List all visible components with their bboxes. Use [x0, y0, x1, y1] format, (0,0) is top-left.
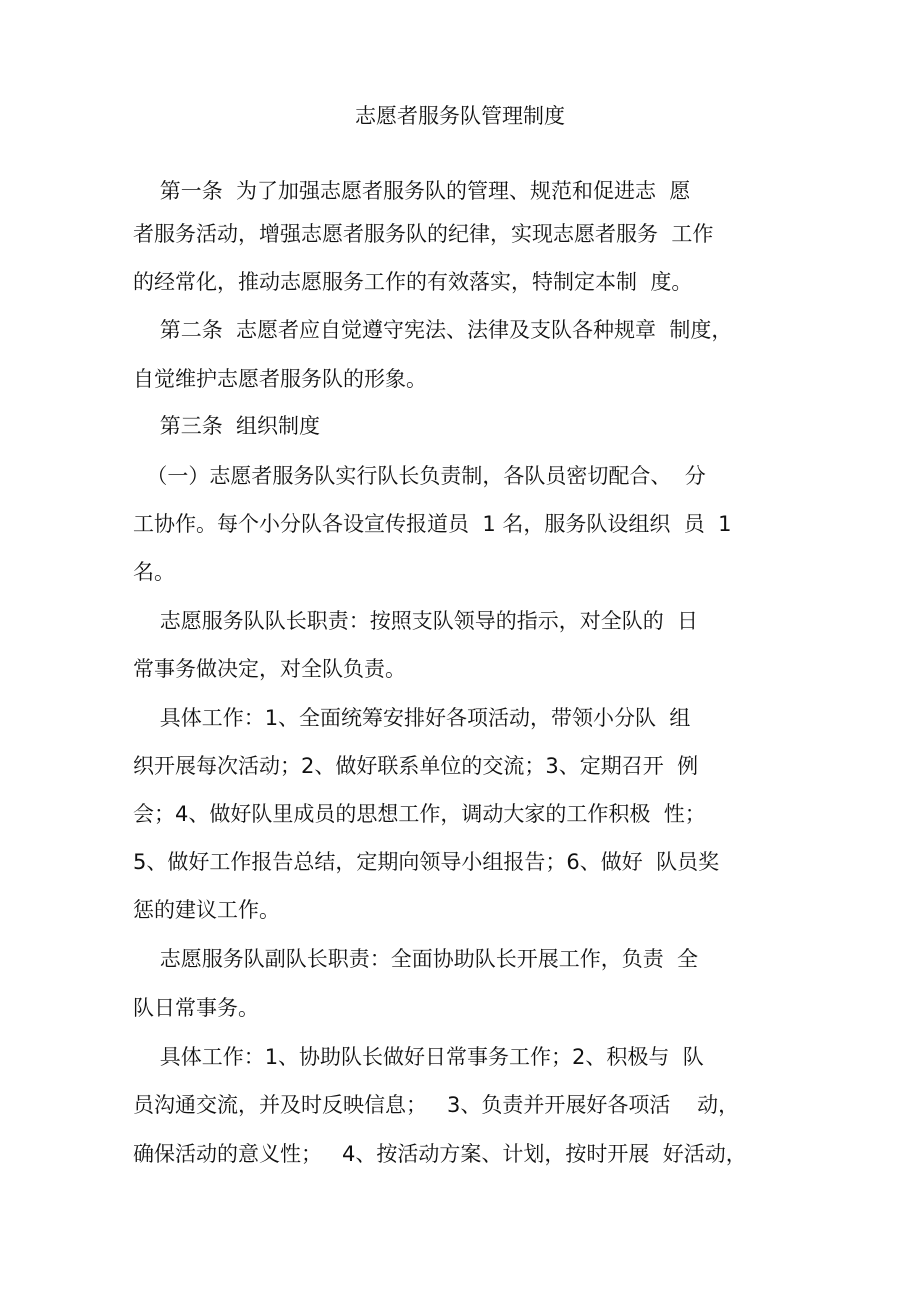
text-line: 第一条 为了加强志愿者服务队的管理、规范和促进志 愿 [133, 179, 691, 203]
text-line: 队日常事务。 [133, 996, 259, 1020]
text-line: 常事务做决定，对全队负责。 [133, 657, 406, 681]
text-line: 名。 [133, 560, 175, 584]
text-line: 者服务活动，增强志愿者服务队的纪律，实现志愿者服务 工作 [133, 222, 714, 246]
text-line: 自觉维护志愿者服务队的形象。 [133, 367, 427, 391]
document-title: 志愿者服务队管理制度 [355, 104, 565, 128]
text-line: 员沟通交流，并及时反映信息； 3、负责并开展好各项活 动， [133, 1093, 740, 1117]
text-line: 具体工作：1、全面统筹安排好各项活动，带领小分队 组 [133, 706, 691, 730]
text-line: 志愿服务队副队长职责：全面协助队长开展工作，负责 全 [133, 947, 699, 971]
text-line: 会；4、做好队里成员的思想工作，调动大家的工作积极 性； [133, 802, 706, 826]
text-line: 具体工作：1、协助队长做好日常事务工作；2、积极与 队 [133, 1045, 704, 1069]
text-line: 第二条 志愿者应自觉遵守宪法、法律及支队各种规章 制度， [133, 318, 733, 342]
text-line: 志愿服务队队长职责：按照支队领导的指示，对全队的 日 [133, 609, 699, 633]
text-line: 确保活动的意义性； 4、按活动方案、计划，按时开展 好活动， [133, 1142, 747, 1166]
text-line: （一）志愿者服务队实行队长负责制，各队员密切配合、 分 [133, 464, 706, 488]
text-line: 第三条 组织制度 [133, 414, 321, 438]
text-line: 的经常化，推动志愿服务工作的有效落实，特制定本制 度。 [133, 270, 693, 294]
text-line: 惩的建议工作。 [133, 898, 280, 922]
text-line: 5、做好工作报告总结，定期向领导小组报告；6、做好 队员奖 [133, 850, 720, 874]
text-line: 工协作。每个小分队各设宣传报道员 1 名，服务队设组织 员 1 [133, 512, 732, 536]
text-line: 织开展每次活动；2、做好联系单位的交流；3、定期召开 例 [133, 754, 699, 778]
